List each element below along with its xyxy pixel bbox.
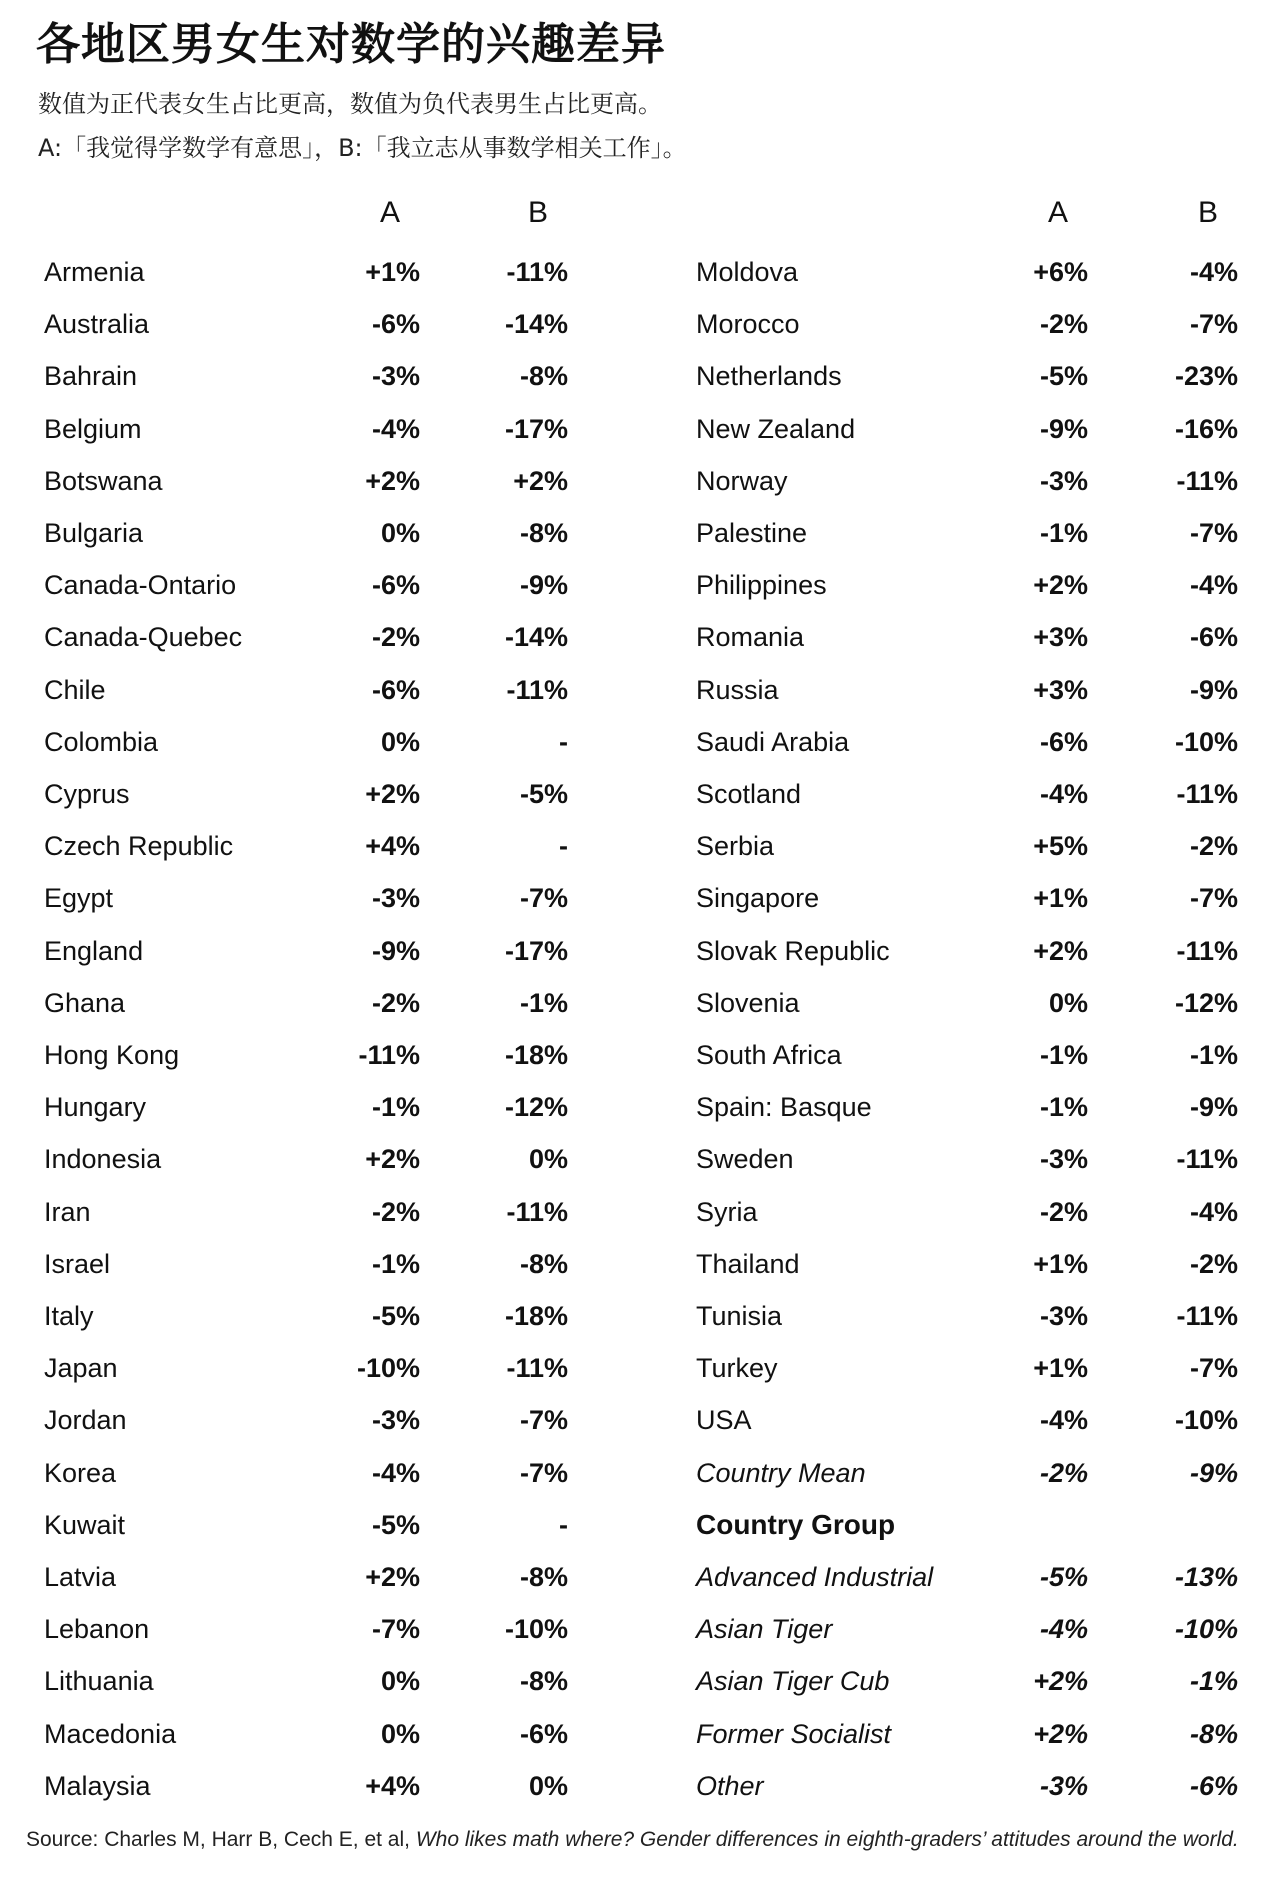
row-label: Russia [696, 674, 779, 705]
row-label: Korea [44, 1457, 117, 1488]
value-a: -4% [1039, 1405, 1088, 1436]
value-b: -12% [1174, 987, 1238, 1018]
table-row [0, 565, 1280, 605]
table-row [0, 1505, 1280, 1545]
row-label: Malaysia [44, 1770, 151, 1801]
row-label: USA [696, 1405, 752, 1436]
row-label: Italy [44, 1301, 94, 1331]
value-b: -6% [1189, 1770, 1238, 1801]
row-label: Hungary [44, 1092, 147, 1123]
row-label: Tunisia [696, 1301, 783, 1331]
row-label: Ghana [44, 987, 126, 1018]
row-label: Colombia [44, 726, 159, 757]
value-b: -11% [506, 1196, 568, 1227]
value-a: -11% [358, 1040, 420, 1070]
value-b: -7% [519, 1457, 568, 1488]
value-b: -12% [504, 1092, 568, 1123]
table-row [0, 356, 1280, 396]
value-b: -18% [504, 1040, 568, 1070]
value-b: -5% [519, 779, 568, 809]
value-a: -9% [1039, 413, 1088, 444]
value-a: 0% [1048, 987, 1088, 1018]
table-row [0, 826, 1280, 866]
row-label: Chile [44, 674, 106, 705]
value-b: -2% [1189, 831, 1238, 862]
value-b: -7% [1189, 518, 1238, 548]
value-a: -7% [371, 1614, 420, 1645]
value-b: -11% [1176, 1144, 1238, 1175]
row-label: Other [696, 1770, 764, 1801]
table-row [0, 1400, 1280, 1440]
chart-subtitle-sign-note: 数值为正代表女生占比更高，数值为负代表男生占比更高。 [38, 90, 662, 118]
value-a: -4% [1039, 1614, 1088, 1645]
value-a: +2% [1033, 570, 1088, 601]
value-b: -13% [1174, 1562, 1238, 1592]
value-a: -1% [1039, 518, 1088, 548]
value-a: -10% [356, 1353, 420, 1384]
value-a: -4% [371, 413, 420, 444]
value-a: -2% [1039, 1196, 1088, 1227]
value-b: - [559, 831, 568, 862]
value-a: +5% [1033, 831, 1088, 862]
table-row [0, 304, 1280, 344]
value-a: +4% [365, 831, 420, 862]
value-a: +2% [365, 465, 420, 496]
value-a: -1% [1039, 1040, 1088, 1070]
value-b: - [559, 726, 568, 757]
value-a: +2% [1033, 1718, 1088, 1749]
row-label: Slovak Republic [696, 935, 890, 966]
value-b: -11% [506, 674, 568, 705]
value-b: -1% [1189, 1666, 1238, 1697]
value-b: -11% [1176, 935, 1238, 966]
value-b: -4% [1189, 570, 1238, 601]
column-header-b-left: B [527, 196, 548, 229]
value-a: +6% [1033, 257, 1088, 287]
value-a: 0% [380, 726, 420, 757]
table-row [0, 1766, 1280, 1806]
source-title: Who likes math where? Gender differences in eighth-graders’ attitudes around the world. [415, 1828, 1239, 1851]
value-a: -5% [1039, 361, 1088, 392]
table-row [0, 617, 1280, 657]
value-b: -9% [1189, 1092, 1238, 1123]
value-b: -9% [1189, 1457, 1238, 1488]
row-label: Lithuania [44, 1666, 154, 1697]
value-b: -8% [1189, 1718, 1238, 1749]
table-row [0, 1244, 1280, 1284]
row-label: Morocco [696, 309, 800, 340]
value-a: 0% [380, 1666, 420, 1697]
table-row [0, 931, 1280, 971]
row-label: Indonesia [44, 1144, 162, 1175]
row-label: Advanced Industrial [696, 1562, 934, 1592]
value-a: +1% [1033, 883, 1088, 914]
row-label: Thailand [696, 1248, 800, 1279]
table-row [0, 252, 1280, 292]
value-b: -18% [504, 1301, 568, 1331]
value-a: +2% [365, 779, 420, 809]
row-label: Country Mean [696, 1457, 866, 1488]
row-label: Cyprus [44, 779, 130, 809]
source-prefix: Source: Charles M, Harr B, Cech E, et al, [26, 1828, 416, 1851]
value-b: -10% [1174, 1405, 1238, 1436]
value-a: 0% [380, 1718, 420, 1749]
row-label: Sweden [696, 1144, 794, 1175]
value-a: +1% [1033, 1353, 1088, 1384]
value-b: -14% [504, 309, 568, 340]
value-a: -3% [371, 1405, 420, 1436]
value-b: -7% [519, 1405, 568, 1436]
value-b: -17% [504, 413, 568, 444]
table-row [0, 1557, 1280, 1597]
row-label: Iran [44, 1196, 91, 1227]
group-header-label: Country Group [696, 1508, 896, 1540]
value-b: -1% [1189, 1040, 1238, 1070]
row-label: Syria [696, 1196, 758, 1227]
value-b: -8% [519, 1562, 568, 1592]
row-label: Philippines [696, 570, 827, 601]
value-a: +3% [1033, 674, 1088, 705]
row-label: Latvia [44, 1562, 117, 1592]
value-b: -17% [504, 935, 568, 966]
value-a: +2% [1033, 935, 1088, 966]
value-a: -3% [1039, 1144, 1088, 1175]
row-label: Japan [44, 1353, 118, 1384]
table-row [0, 1087, 1280, 1127]
value-a: +4% [365, 1770, 420, 1801]
value-a: -1% [1039, 1092, 1088, 1123]
value-b: -6% [1189, 622, 1238, 653]
chart-subtitle-column-legend: A:「我觉得学数学有意思」，B:「我立志从事数学相关工作」。 [38, 134, 687, 162]
row-label: Scotland [696, 779, 802, 809]
table-row [0, 722, 1280, 762]
row-label: Slovenia [696, 987, 800, 1018]
value-a: -2% [371, 1196, 420, 1227]
value-b: -8% [519, 361, 568, 392]
chart-title: 各地区男女生对数学的兴趣差异 [36, 19, 666, 70]
table-row [0, 774, 1280, 814]
row-label: Australia [44, 309, 150, 340]
value-a: +3% [1033, 622, 1088, 653]
value-b: -11% [1176, 465, 1238, 496]
value-a: -9% [371, 935, 420, 966]
value-b: - [559, 1509, 568, 1540]
value-b: -23% [1174, 361, 1238, 392]
value-a: -6% [371, 674, 420, 705]
value-b: -7% [519, 883, 568, 914]
table-row [0, 1296, 1280, 1336]
value-b: -14% [504, 622, 568, 653]
row-label: Hong Kong [44, 1040, 180, 1070]
value-b: -2% [1189, 1248, 1238, 1279]
row-label: Netherlands [696, 361, 842, 392]
table-row [0, 1348, 1280, 1388]
row-label: Jordan [44, 1405, 127, 1436]
column-header-a-right: A [1047, 196, 1068, 229]
value-b: -7% [1189, 883, 1238, 914]
value-a: +2% [1033, 1666, 1088, 1697]
value-a: -5% [371, 1301, 420, 1331]
value-b: -8% [519, 1666, 568, 1697]
value-a: -1% [371, 1248, 420, 1279]
value-b: -1% [519, 987, 568, 1018]
value-b: -10% [1174, 726, 1238, 757]
value-b: 0% [528, 1770, 568, 1801]
row-label: Norway [696, 465, 788, 496]
row-label: Romania [696, 622, 805, 653]
row-label: Canada-Quebec [44, 622, 243, 653]
row-label: Belgium [44, 413, 142, 444]
table-row [0, 1609, 1280, 1649]
value-b: -4% [1189, 257, 1238, 287]
value-a: -1% [371, 1092, 420, 1123]
table-row [0, 1139, 1280, 1179]
value-b: -9% [519, 570, 568, 601]
row-label: Former Socialist [696, 1718, 892, 1749]
value-b: -6% [519, 1718, 568, 1749]
table-row [0, 983, 1280, 1023]
row-label: Lebanon [44, 1614, 150, 1645]
value-b: -9% [1189, 674, 1238, 705]
value-b: -16% [1174, 413, 1238, 444]
table-row [0, 461, 1280, 501]
value-a: -2% [1039, 1457, 1088, 1488]
row-label: Bulgaria [44, 518, 144, 548]
value-b: -10% [504, 1614, 568, 1645]
row-label: Asian Tiger [696, 1614, 833, 1645]
value-a: -3% [371, 883, 420, 914]
row-label: Egypt [44, 883, 114, 914]
column-header-b-right: B [1197, 196, 1218, 229]
value-a: -3% [1039, 465, 1088, 496]
value-b: 0% [528, 1144, 568, 1175]
row-label: England [44, 935, 144, 966]
row-label: Saudi Arabia [696, 726, 850, 757]
value-b: -11% [1176, 779, 1238, 809]
row-label: South Africa [696, 1040, 842, 1070]
value-a: -5% [1039, 1562, 1088, 1592]
table-row [0, 878, 1280, 918]
table-row [0, 1661, 1280, 1701]
value-a: -3% [1039, 1301, 1088, 1331]
value-a: -4% [371, 1457, 420, 1488]
value-a: -6% [371, 309, 420, 340]
table-row [0, 1035, 1280, 1075]
value-a: -5% [371, 1509, 420, 1540]
row-label: Moldova [696, 257, 799, 287]
row-label: Palestine [696, 518, 808, 548]
value-a: -4% [1039, 779, 1088, 809]
table-row [0, 1714, 1280, 1754]
value-b: -11% [506, 1353, 568, 1384]
row-label: Bahrain [44, 361, 138, 392]
table-row [0, 1453, 1280, 1493]
row-label: Macedonia [44, 1718, 177, 1749]
value-b: -10% [1174, 1614, 1238, 1645]
row-label: Serbia [696, 831, 775, 862]
value-b: -11% [506, 257, 568, 287]
table-row [0, 670, 1280, 710]
value-a: +1% [365, 257, 420, 287]
value-b: -11% [1176, 1301, 1238, 1331]
row-label: Israel [44, 1248, 111, 1279]
value-a: +1% [1033, 1248, 1088, 1279]
row-label: Botswana [44, 465, 163, 496]
value-a: -6% [371, 570, 420, 601]
row-label: Turkey [696, 1353, 778, 1384]
row-label: Canada-Ontario [44, 570, 237, 601]
value-a: -3% [371, 361, 420, 392]
table-row [0, 1192, 1280, 1232]
value-a: -3% [1039, 1770, 1088, 1801]
row-label: Spain: Basque [696, 1092, 872, 1123]
value-a: 0% [380, 518, 420, 548]
value-b: -7% [1189, 309, 1238, 340]
row-label: Kuwait [44, 1509, 126, 1540]
row-label: Czech Republic [44, 831, 234, 862]
value-a: +2% [365, 1144, 420, 1175]
value-b: -4% [1189, 1196, 1238, 1227]
value-a: -6% [1039, 726, 1088, 757]
value-a: -2% [371, 987, 420, 1018]
value-b: -8% [519, 1248, 568, 1279]
source-citation [26, 1828, 1239, 1852]
table-row [0, 409, 1280, 449]
value-b: -8% [519, 518, 568, 548]
value-a: +2% [365, 1562, 420, 1592]
value-a: -2% [371, 622, 420, 653]
row-label: Asian Tiger Cub [696, 1666, 890, 1697]
row-label: Singapore [696, 883, 820, 914]
value-b: +2% [513, 465, 568, 496]
value-a: -2% [1039, 309, 1088, 340]
table-row [0, 513, 1280, 553]
row-label: New Zealand [696, 413, 856, 444]
column-header-a-left: A [379, 196, 400, 229]
row-label: Armenia [44, 257, 145, 287]
value-b: -7% [1189, 1353, 1238, 1384]
